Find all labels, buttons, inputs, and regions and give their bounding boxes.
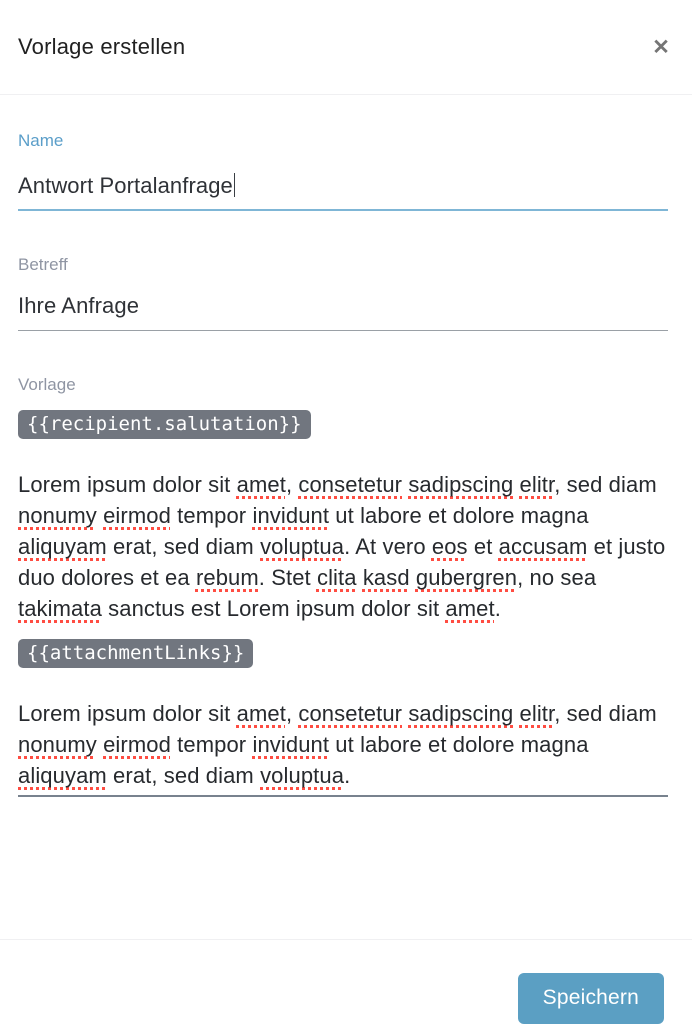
misspelled-word: sadipscing <box>408 472 514 497</box>
misspelled-word: aliquyam <box>18 534 107 559</box>
text-run: Lorem ipsum dolor sit <box>18 472 237 497</box>
close-icon: ✕ <box>652 36 670 59</box>
text-run: et justo duo dolores et ea <box>18 534 666 590</box>
misspelled-word: amet <box>236 701 286 726</box>
template-variable-badge: {{attachmentLinks}} <box>18 639 253 668</box>
save-button[interactable]: Speichern <box>518 973 664 1024</box>
name-input[interactable] <box>18 173 668 211</box>
text-run: , no sea <box>517 565 597 590</box>
misspelled-word: eirmod <box>103 732 171 757</box>
misspelled-word: voluptua <box>260 534 345 559</box>
dialog-body <box>0 95 692 878</box>
text-run: erat, sed diam <box>106 534 261 559</box>
text-run: , sed diam <box>554 472 657 497</box>
template-editor[interactable] <box>18 395 668 797</box>
misspelled-word: amet <box>445 596 495 621</box>
template-field-label: Vorlage <box>18 375 76 394</box>
misspelled-word: kasd <box>362 565 410 590</box>
subject-input-value: Ihre Anfrage <box>18 293 140 318</box>
misspelled-word: voluptua <box>260 763 345 788</box>
text-run: , <box>285 472 299 497</box>
dialog-title: Vorlage erstellen <box>18 34 186 59</box>
subject-input[interactable] <box>18 293 668 331</box>
misspelled-word: invidunt <box>252 503 330 528</box>
misspelled-word: eos <box>431 534 468 559</box>
text-cursor <box>234 173 236 197</box>
misspelled-word: accusam <box>498 534 588 559</box>
text-run: ut labore et dolore magna <box>329 732 589 757</box>
text-run: , <box>285 701 299 726</box>
misspelled-word: nonumy <box>18 503 97 528</box>
misspelled-word: gubergren <box>415 565 518 590</box>
text-run: et <box>467 534 499 559</box>
text-run: Lorem ipsum dolor sit <box>18 701 237 726</box>
text-run: ut labore et dolore magna <box>329 503 589 528</box>
misspelled-word: consetetur <box>298 701 403 726</box>
misspelled-word: clita <box>316 565 357 590</box>
template-variable-badge: {{recipient.salutation}} <box>18 410 311 439</box>
close-button[interactable] <box>646 33 676 63</box>
dialog-footer <box>0 939 692 1024</box>
misspelled-word: aliquyam <box>18 763 107 788</box>
misspelled-word: elitr <box>519 701 555 726</box>
misspelled-word: elitr <box>519 472 555 497</box>
misspelled-word: sadipscing <box>408 701 514 726</box>
editor-paragraph <box>18 698 668 791</box>
text-run: . At vero <box>344 534 432 559</box>
misspelled-word: amet <box>236 472 286 497</box>
misspelled-word: eirmod <box>103 503 171 528</box>
misspelled-word: nonumy <box>18 732 97 757</box>
name-field-group <box>18 131 668 211</box>
text-run: tempor <box>170 732 253 757</box>
misspelled-word: invidunt <box>252 732 330 757</box>
text-run: . <box>494 596 501 621</box>
template-field-group <box>18 375 668 797</box>
text-run: erat, sed diam <box>106 763 261 788</box>
text-run: sanctus est Lorem ipsum dolor sit <box>101 596 446 621</box>
subject-field-group <box>18 255 668 331</box>
dialog-header <box>0 0 692 95</box>
name-field-label: Name <box>18 131 64 150</box>
text-run: , sed diam <box>554 701 657 726</box>
text-run: tempor <box>170 503 253 528</box>
misspelled-word: rebum <box>195 565 259 590</box>
subject-field-label: Betreff <box>18 255 68 274</box>
name-input-value: Antwort Portalanfrage <box>18 173 233 198</box>
misspelled-word: consetetur <box>298 472 403 497</box>
editor-paragraph <box>18 469 668 624</box>
text-run: . Stet <box>258 565 317 590</box>
misspelled-word: takimata <box>18 596 102 621</box>
text-run: . <box>344 763 351 788</box>
